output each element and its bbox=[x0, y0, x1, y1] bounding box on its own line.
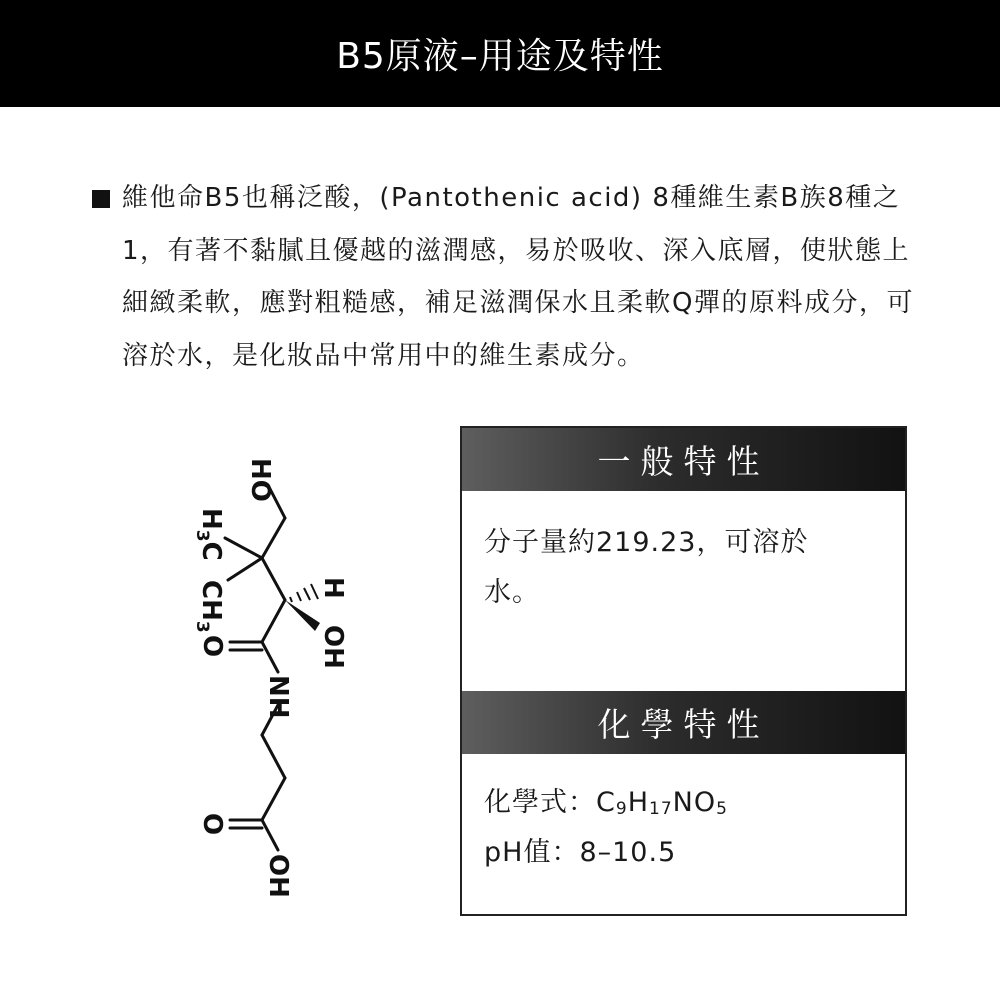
chemical-properties-header bbox=[462, 691, 905, 754]
page-header bbox=[0, 0, 1000, 107]
bond-chiral-carbonyl bbox=[262, 600, 285, 642]
bond-c-methyl1 bbox=[225, 538, 262, 558]
formula-no: NO bbox=[672, 787, 717, 818]
atom-ho-top: HO bbox=[245, 458, 275, 502]
atom-oh-mid: OH bbox=[318, 625, 348, 669]
atom-h3c: $H_3C$ bbox=[192, 508, 226, 561]
general-properties-title: 一般特性 bbox=[597, 442, 770, 481]
formula-c-count: 9 bbox=[615, 799, 628, 819]
formula-o-count: 5 bbox=[716, 799, 728, 819]
atom-o-carbonyl: O bbox=[197, 635, 227, 658]
formula-label: 化學式： bbox=[484, 787, 596, 818]
intro-section bbox=[92, 172, 922, 382]
properties-box bbox=[460, 426, 907, 916]
atom-o-acid: O bbox=[197, 813, 227, 836]
pantothenic-acid-structure bbox=[180, 430, 440, 920]
general-properties-text: 分子量約219.23，可溶於水。 bbox=[484, 527, 809, 608]
chemical-properties-text bbox=[484, 778, 728, 878]
atom-h: H bbox=[318, 577, 348, 599]
atom-ch3: $CH_3$ bbox=[192, 580, 226, 633]
wedge-bond bbox=[285, 600, 320, 631]
bond-c-methyl2 bbox=[228, 558, 262, 580]
formula-h: H bbox=[627, 787, 649, 818]
bond-acid-oh bbox=[262, 820, 278, 850]
formula-line bbox=[484, 778, 728, 828]
structure-diagram bbox=[180, 430, 440, 920]
bond-carbonyl-n bbox=[262, 642, 278, 672]
atom-nh: NH bbox=[263, 675, 293, 719]
bond-ch2-cooh bbox=[262, 778, 285, 820]
ph-line bbox=[484, 828, 728, 878]
page-title: B5原液–用途及特性 bbox=[336, 36, 664, 77]
intro-paragraph: 維他命B5也稱泛酸，(Pantothenic acid) 8種維生素B族8種之1，有著不黏膩且優越的滋潤感，易於吸收、深入底層，使狀態上細緻柔軟，應對粗糙感，補足滋潤保水且柔軟Q彈的原料成分，可溶於水，是化妝品中常用中的維生素成分。 bbox=[122, 183, 914, 371]
formula-h-count: 17 bbox=[649, 799, 673, 819]
bullet-square-icon bbox=[92, 190, 110, 208]
atom-oh-bottom: OH bbox=[263, 854, 293, 898]
bond-ch2-ch2 bbox=[262, 735, 285, 778]
bond-c-chiral bbox=[262, 558, 285, 600]
hashed-bond bbox=[290, 584, 318, 602]
formula-c: C bbox=[596, 787, 616, 818]
ph-label: pH值： bbox=[484, 837, 580, 868]
general-properties-header bbox=[462, 428, 905, 491]
chemical-properties-title: 化學特性 bbox=[597, 705, 770, 744]
bond-ch2-c bbox=[262, 518, 285, 558]
ph-value: 8–10.5 bbox=[579, 837, 677, 868]
